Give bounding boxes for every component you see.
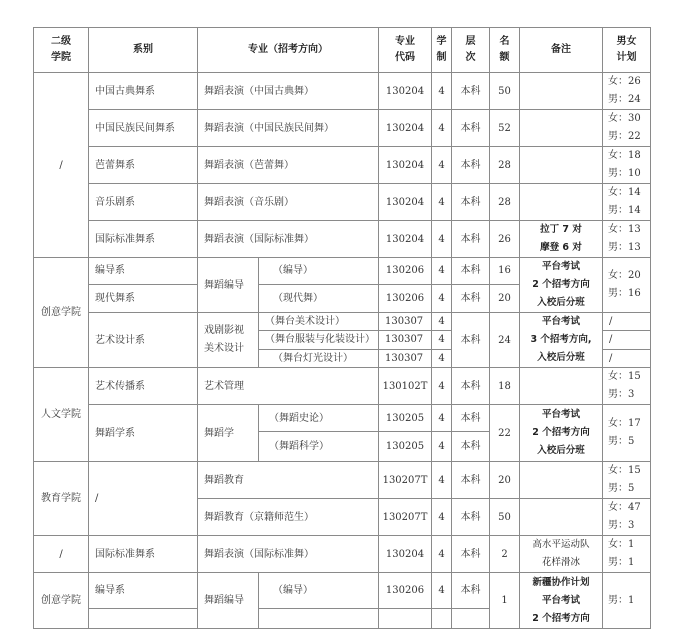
years-cell: 4 [432,73,452,110]
level-cell: 本科 [452,573,490,609]
department-cell: 国际标准舞系 [89,221,198,258]
quota-cell: 52 [490,110,520,147]
major-cell: 舞蹈表演（国际标准舞） [198,536,379,573]
table-row [34,184,651,221]
note-cell: 高水平运动队 花样滑冰 [520,536,603,573]
years-cell: 4 [432,405,452,432]
note-cell [520,462,603,499]
header-major: 专业（招考方向） [198,28,379,73]
table-row [34,368,651,405]
code-cell: 130206 [379,258,432,285]
years-cell: 4 [432,110,452,147]
code-cell: 130307 [379,313,432,331]
level-cell: 本科 [452,184,490,221]
direction-cell: （现代舞） [259,284,379,312]
major-cell: 舞蹈表演（芭蕾舞） [198,147,379,184]
quota-cell: 16 [490,258,520,285]
major-cell: 舞蹈表演（中国民族民间舞） [198,110,379,147]
college-cell: 人文学院 [34,368,89,462]
major-cell: 舞蹈教育 [198,462,379,499]
code-cell: 130205 [379,432,432,462]
department-cell: 音乐剧系 [89,184,198,221]
quota-cell: 28 [490,147,520,184]
level-cell: 本科 [452,462,490,499]
header-quota: 名 额 [490,28,520,73]
header-department: 系别 [89,28,198,73]
years-cell: 4 [432,284,452,312]
department-cell: 现代舞系 [89,284,198,312]
direction-cell: （舞台服装与化装设计） [259,331,379,349]
note-cell: 平台考试 2 个招考方向 入校后分班 [520,258,603,313]
gender-cell: 女：20 男：16 [603,258,651,313]
code-cell [379,609,432,629]
department-cell: 舞蹈学系 [89,405,198,462]
level-cell: 本科 [452,147,490,184]
level-cell: 本科 [452,405,490,432]
note-cell: 拉丁 7 对 摩登 6 对 [520,221,603,258]
code-cell: 130207T [379,462,432,499]
major-cell: 舞蹈学 [198,405,259,462]
code-cell: 130102T [379,368,432,405]
department-cell: 编导系 [89,573,198,609]
gender-cell: 女：14 男：14 [603,184,651,221]
table-row [34,462,651,499]
years-cell: 4 [432,368,452,405]
quota-cell: 26 [490,221,520,258]
gender-cell: 女：47 男：3 [603,499,651,536]
quota-cell: 28 [490,184,520,221]
code-cell: 130307 [379,331,432,349]
table-row [34,221,651,258]
code-cell: 130204 [379,221,432,258]
gender-cell: 女：13 男：13 [603,221,651,258]
code-cell: 130205 [379,405,432,432]
quota-cell: 18 [490,368,520,405]
code-cell: 130207T [379,499,432,536]
note-cell [520,73,603,110]
table-row [34,73,651,110]
header-gender: 男女 计划 [603,28,651,73]
quota-cell: 2 [490,536,520,573]
table-row [34,258,651,285]
note-cell: 新疆协作计划 平台考试 2 个招考方向 [520,573,603,629]
department-cell: 艺术设计系 [89,313,198,368]
note-cell [520,110,603,147]
years-cell: 4 [432,258,452,285]
header-college: 二级 学院 [34,28,89,73]
code-cell: 130204 [379,184,432,221]
gender-cell: 女：18 男：10 [603,147,651,184]
gender-cell: 女：15 男：5 [603,462,651,499]
gender-cell: 女：17 男：5 [603,405,651,462]
code-cell: 130206 [379,573,432,609]
department-cell [89,609,198,629]
level-cell: 本科 [452,73,490,110]
direction-cell: （舞台灯光设计） [259,349,379,367]
table-row [34,405,651,432]
years-cell: 4 [432,462,452,499]
header-row [34,28,651,73]
gender-cell: 女：1 男：1 [603,536,651,573]
direction-cell: （舞蹈史论） [259,405,379,432]
header-level: 层 次 [452,28,490,73]
department-cell: 国际标准舞系 [89,536,198,573]
department-cell: 艺术传播系 [89,368,198,405]
header-code: 专业 代码 [379,28,432,73]
code-cell: 130307 [379,349,432,367]
years-cell: 4 [432,432,452,462]
level-cell [452,609,490,629]
level-cell: 本科 [452,432,490,462]
college-cell: 创意学院 [34,573,89,629]
department-cell: 中国古典舞系 [89,73,198,110]
header-years: 学 制 [432,28,452,73]
quota-cell: 24 [490,313,520,368]
quota-cell: 50 [490,499,520,536]
college-cell: 教育学院 [34,462,89,536]
header-note: 备注 [520,28,603,73]
level-cell: 本科 [452,536,490,573]
years-cell: 4 [432,221,452,258]
major-cell: 舞蹈编导 [198,258,259,313]
level-cell: 本科 [452,368,490,405]
gender-cell: 女：30 男：22 [603,110,651,147]
years-cell: 4 [432,331,452,349]
level-cell: 本科 [452,499,490,536]
gender-cell: / [603,349,651,367]
table-row [34,147,651,184]
note-cell: 平台考试 3 个招考方向, 入校后分班 [520,313,603,368]
code-cell: 130206 [379,284,432,312]
direction-cell: （编导） [259,573,379,609]
years-cell: 4 [432,573,452,609]
note-cell [520,184,603,221]
quota-cell: 1 [490,573,520,629]
code-cell: 130204 [379,147,432,184]
gender-cell: 女：26 男：24 [603,73,651,110]
college-cell: 创意学院 [34,258,89,368]
department-cell: 芭蕾舞系 [89,147,198,184]
gender-cell: 男：1 [603,573,651,629]
major-cell: 舞蹈教育（京籍师范生） [198,499,379,536]
college-cell: / [34,73,89,258]
note-cell [520,147,603,184]
major-cell: 艺术管理 [198,368,379,405]
years-cell: 4 [432,499,452,536]
department-cell: / [89,462,198,536]
note-cell [520,368,603,405]
gender-cell: / [603,313,651,331]
gender-cell: 女：15 男：3 [603,368,651,405]
code-cell: 130204 [379,536,432,573]
major-cell: 舞蹈表演（国际标准舞） [198,221,379,258]
direction-cell [259,609,379,629]
gender-cell: / [603,331,651,349]
level-cell: 本科 [452,313,490,368]
department-cell: 编导系 [89,258,198,285]
quota-cell: 22 [490,405,520,462]
years-cell: 4 [432,349,452,367]
direction-cell: （编导） [259,258,379,285]
note-cell [520,499,603,536]
quota-cell: 50 [490,73,520,110]
table-row [34,110,651,147]
quota-cell: 20 [490,462,520,499]
college-cell: / [34,536,89,573]
major-cell: 戏剧影视 美术设计 [198,313,259,368]
years-cell: 4 [432,536,452,573]
years-cell: 4 [432,313,452,331]
years-cell: 4 [432,184,452,221]
years-cell [432,609,452,629]
admissions-table [33,27,651,629]
department-cell: 中国民族民间舞系 [89,110,198,147]
level-cell: 本科 [452,221,490,258]
quota-cell: 20 [490,284,520,312]
level-cell: 本科 [452,258,490,285]
direction-cell: （舞台美术设计） [259,313,379,331]
major-cell: 舞蹈表演（音乐剧） [198,184,379,221]
code-cell: 130204 [379,73,432,110]
table-row [34,313,651,331]
direction-cell: （舞蹈科学） [259,432,379,462]
table-row [34,536,651,573]
level-cell: 本科 [452,110,490,147]
level-cell: 本科 [452,284,490,312]
table-row [34,573,651,609]
note-cell: 平台考试 2 个招考方向 入校后分班 [520,405,603,462]
code-cell: 130204 [379,110,432,147]
major-cell: 舞蹈表演（中国古典舞） [198,73,379,110]
major-cell: 舞蹈编导 [198,573,259,629]
years-cell: 4 [432,147,452,184]
